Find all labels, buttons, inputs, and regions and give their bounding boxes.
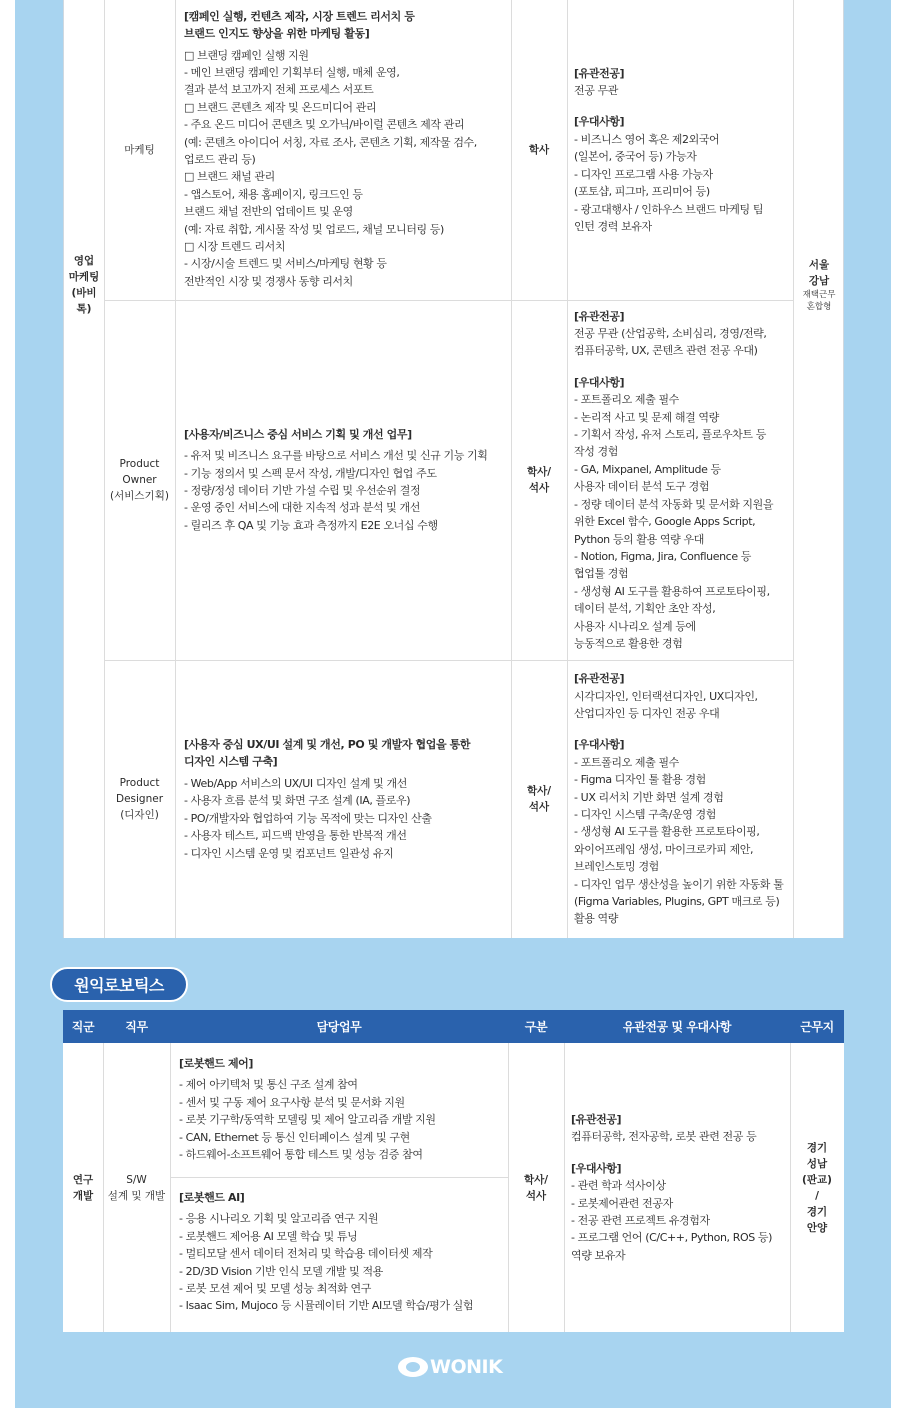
- duty-title: [로봇핸드 AI]: [179, 1191, 245, 1204]
- job-group: 영업 마케팅 (바비톡): [68, 255, 100, 315]
- duty-body: - 제어 아키텍처 및 통신 구조 설계 참여 - 센서 및 구동 제어 요구사항 분석 및 문서화 지원 - 로봇 기구학/동역학 모델링 및 제어 알고리즘 개발 지원 - CAN, Ethernet 등 통신 인터페이스 설계 및 구현 - 하드웨어-소프트웨어 통합 테스트 및 성능 검증 참여: [179, 1078, 436, 1162]
- pref-title: [우대사항]: [574, 738, 625, 752]
- header-degree: 구분: [524, 1020, 548, 1034]
- pref-body: - 관련 학과 석사이상 - 로봇제어관련 전공자 - 전공 관련 프로젝트 유경험자 - 프로그램 언어 (C/C++, Python, ROS 등) 역량 보유자: [571, 1179, 773, 1262]
- job-title: S/W 설계 및 개발: [107, 1173, 166, 1202]
- duty-body: □ 브랜딩 캠페인 실행 지원 - 메인 브랜딩 캠페인 기획부터 실행, 매체 운영, 결과 분석 보고까지 전체 프로세스 서포트 □ 브랜드 콘텐츠 제작 및 온드미디어 관리 - 주요 온드 미디어 콘텐츠 및 오가닉/바이럴 콘텐츠 제작 관리 (예: 콘텐츠 아이디어 서칭, 자료 조사, 콘텐츠 기획, 제작물 검수, 업로드 관리 등) □ 브랜드 채널 관리 - 앱스토어, 채용 홈페이지, 링크드인 등 브랜드 채널 전반의 업데이트 및 운영 (예: 자료 취합, 게시물 작성 및 업로드, 채널 모니터링 등) □ 시장 트렌드 리서치 - 시장/시술 트렌드 및 서비스/마케팅 현황 등 전반적인 시장 및 경쟁사 동향 리서치: [184, 48, 477, 288]
- duty-title: [로봇핸드 제어]: [179, 1057, 254, 1070]
- duty-title: [캠페인 실행, 컨텐츠 제작, 시장 트렌드 리서치 등 브랜드 인지도 향상을 위한 마케팅 활동]: [184, 9, 415, 41]
- table-header: [63, 1010, 844, 1043]
- major-title: [유관전공]: [574, 66, 625, 80]
- major-body: 컴퓨터공학, 전자공학, 로봇 관련 전공 등: [571, 1130, 757, 1144]
- header-major-pref: 유관전공 및 우대사항: [622, 1020, 732, 1034]
- degree: 학사/ 석사: [526, 785, 552, 813]
- location-cell: [793, 0, 845, 570]
- duty-body: - 응용 시나리오 기획 및 알고리즘 연구 지원 - 로봇핸드 제어용 AI 모델 학습 및 튜닝 - 멀티모달 센서 데이터 전처리 및 학습용 데이터셋 제작 - 2D/3D Vision 기반 인식 모델 개발 및 적용 - 로봇 모션 제어 및 모델 성능 최적화 연구 - Isaac Sim, Mujoco 등 시뮬레이터 기반 AI모델 학습/평가 실험: [179, 1212, 474, 1313]
- recruit-table-babitalk: [63, 0, 844, 938]
- major-body: 시각디자인, 인터랙션디자인, UX디자인, 산업디자인 등 디자인 전공 우대: [574, 689, 758, 720]
- recruit-table-wonik-robotics: [63, 1043, 844, 1332]
- major-body: 전공 무관: [574, 84, 619, 98]
- header-location: 근무지: [800, 1020, 834, 1034]
- duty-body: - Web/App 서비스의 UX/UI 디자인 설계 및 개선 - 사용자 흐름 분석 및 화면 구조 설계 (IA, 플로우) - PO/개발자와 협업하여 기능 목적에 맞는 디자인 산출 - 사용자 테스트, 피드백 반영을 통한 반복적 개선 - 디자인 시스템 운영 및 컴포넌트 일관성 유지: [184, 776, 432, 860]
- major-title: [유관전공]: [574, 309, 625, 323]
- major-pref-cell: [574, 300, 792, 660]
- column-divider: [175, 0, 176, 938]
- wonik-logo-mark-icon: [398, 1357, 428, 1377]
- location: 경기 성남 (판교) / 경기 안양: [802, 1141, 832, 1234]
- major-pref-cell: [574, 0, 792, 300]
- location-note: 재택근무 혼합형: [802, 290, 836, 312]
- pref-body: - 포트폴리오 제출 필수 - Figma 디자인 툴 활용 경험 - UX 리서치 기반 화면 설계 경험 - 디자인 시스템 구축/운영 경험 - 생성형 AI 도구를 활용한 프로토타이핑, 와이어프레임 생성, 마이크로카피 제안, 브레인스토밍 경험 - 디자인 업무 생산성을 높이기 위한 자동화 툴 (Figma Variables, Plugins, GPT 매크로 등) 활용 역량: [574, 755, 784, 926]
- duty-cell: [184, 4, 506, 294]
- header-job-group: 직군: [71, 1020, 95, 1034]
- degree: 학사: [528, 144, 550, 156]
- duty-title: [사용자/비즈니스 중심 서비스 기획 및 개선 업무]: [184, 427, 412, 441]
- duty-cell-robot-hand-ai: [179, 1189, 505, 1315]
- pref-title: [우대사항]: [574, 375, 625, 389]
- row-divider: [170, 1177, 508, 1178]
- header-duty: 담당업무: [316, 1020, 362, 1034]
- major-title: [유관전공]: [571, 1112, 622, 1126]
- column-divider: [567, 0, 568, 938]
- job-group: 연구 개발: [72, 1173, 94, 1202]
- duty-cell: [184, 300, 506, 660]
- job-group-cell: [64, 0, 104, 570]
- duty-cell-robot-hand-control: [179, 1055, 505, 1163]
- pref-body: - 포트폴리오 제출 필수 - 논리적 사고 및 문제 해결 역량 - 기획서 작성, 유저 스토리, 플로우차트 등 작성 경험 - GA, Mixpanel, Amplitude 등 사용자 데이터 분석 도구 경험 - 정량 데이터 분석 자동화 및 문서화 지원을 위한 Excel 함수, Google Apps Script, Python 등의 활용 역량 우대 - Notion, Figma, Jira, Confluence 등 협업툴 경험 - 생성형 AI 도구를 활용하여 프로토타이핑, 데이터 분석, 기획안 초안 작성, 사용자 시나리오 설계 등에 능동적으로 활용한 경험: [574, 393, 774, 650]
- degree: 학사/ 석사: [526, 466, 552, 494]
- company-name-badge: 원익로보틱스: [50, 967, 188, 1002]
- wonik-logo-text: WONIK: [430, 1356, 503, 1378]
- major-pref-cell: [574, 660, 792, 938]
- duty-body: - 유저 및 비즈니스 요구를 바탕으로 서비스 개선 및 신규 기능 기획 - 기능 정의서 및 스펙 문서 작성, 개발/디자인 협업 주도 - 정량/정성 데이터 기반 가설 수립 및 우선순위 결정 - 운영 중인 서비스에 대한 지속적 성과 분석 및 개선 - 릴리즈 후 QA 및 기능 효과 측정까지 E2E 오너십 수행: [184, 449, 488, 532]
- pref-title: [우대사항]: [574, 115, 625, 129]
- wonik-logo: [398, 1355, 510, 1379]
- major-title: [유관전공]: [574, 672, 625, 686]
- pref-title: [우대사항]: [571, 1161, 622, 1175]
- location: 서울 강남: [808, 259, 830, 287]
- pref-body: - 비즈니스 영어 혹은 제2외국어 (일본어, 중국어 등) 가능자 - 디자인 프로그램 사용 가능자 (포토샵, 피그마, 프리미어 등) - 광고대행사 / 인하우스 브랜드 마케팅 팀 인턴 경력 보유자: [574, 132, 764, 233]
- job-title: 마케팅: [124, 144, 155, 156]
- header-job: 직무: [125, 1020, 148, 1034]
- job-title: Product Owner (서비스기획): [110, 458, 169, 502]
- major-pref-cell: [571, 1043, 789, 1332]
- duty-cell: [184, 660, 506, 938]
- duty-title: [사용자 중심 UX/UI 설계 및 개선, PO 및 개발자 협업을 통한 디자인 시스템 구축]: [184, 738, 471, 769]
- job-title: Product Designer (디자인): [115, 777, 164, 821]
- column-divider: [170, 1043, 171, 1332]
- degree: 학사/ 석사: [523, 1173, 549, 1202]
- column-divider: [564, 1043, 565, 1332]
- major-body: 전공 무관 (산업공학, 소비심리, 경영/전략, 컴퓨터공학, UX, 콘텐츠 관련 전공 우대): [574, 327, 767, 358]
